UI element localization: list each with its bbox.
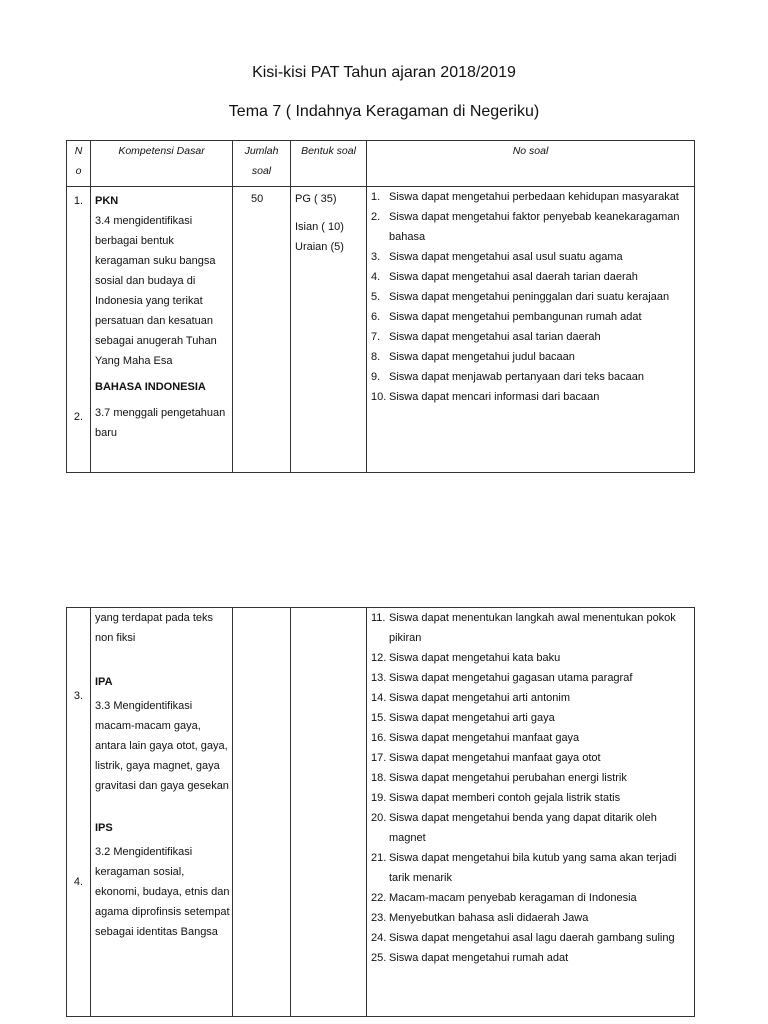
table-row (67, 608, 695, 1017)
question-number: 20. (371, 812, 387, 824)
question-number: 18. (371, 772, 387, 784)
header-no-soal: No soal (367, 141, 695, 187)
jumlah-soal-cell (233, 187, 291, 473)
header-jumlah-line2: soal (251, 165, 272, 177)
question-text: Siswa dapat mengetahui judul bacaan (389, 351, 575, 363)
list-item (371, 327, 690, 347)
question-number: 2. (371, 211, 381, 223)
question-text: Siswa dapat mengetahui bila kutub yang sama akan terjadi tarik menarik (389, 852, 677, 884)
list-item (371, 688, 690, 708)
header-no-line2: o (75, 165, 82, 177)
question-list-2 (367, 608, 694, 968)
question-text: Macam-macam penyebab keragaman di Indonesia (389, 892, 637, 904)
jumlah-soal-value: 50 (251, 193, 264, 205)
list-item (371, 808, 690, 848)
row-number-3: 3. (73, 690, 84, 702)
list-item (371, 247, 690, 267)
question-number: 9. (371, 371, 381, 383)
question-number: 24. (371, 932, 387, 944)
table-row (67, 187, 695, 473)
list-item (371, 287, 690, 307)
question-text: Siswa dapat mengetahui perbedaan kehidupan masyarakat (389, 191, 679, 203)
question-number: 8. (371, 351, 381, 363)
question-number: 6. (371, 311, 381, 323)
question-number: 13. (371, 672, 387, 684)
list-item (371, 888, 690, 908)
question-number: 10. (371, 391, 387, 403)
question-number: 19. (371, 792, 387, 804)
list-item (371, 788, 690, 808)
list-item (371, 267, 690, 287)
subject-pkn: PKN (95, 195, 119, 207)
question-text: Siswa dapat mengetahui arti antonim (389, 692, 570, 704)
question-text: Siswa dapat mengetahui gagasan utama paragraf (389, 672, 633, 684)
list-item (371, 668, 690, 688)
no-soal-cell (367, 187, 695, 473)
list-item (371, 187, 690, 207)
question-text: Siswa dapat mengetahui faktor penyebab keanekaragaman bahasa (389, 211, 680, 243)
kd-bahasa-indonesia-text: 3.7 menggali pengetahuan baru (95, 407, 226, 439)
question-number: 22. (371, 892, 387, 904)
bentuk-uraian: Uraian (5) (295, 241, 344, 253)
question-number: 4. (371, 271, 381, 283)
subject-bahasa-indonesia: BAHASA INDONESIA (95, 381, 206, 393)
question-text: Siswa dapat memberi contoh gejala listrik statis (389, 792, 621, 804)
header-no-line1: N (74, 145, 83, 157)
row-number-4: 4. (73, 876, 84, 888)
list-item (371, 307, 690, 327)
subject-ips: IPS (95, 822, 113, 834)
list-item (371, 387, 690, 407)
question-text: Siswa dapat mengetahui asal usul suatu agama (389, 251, 623, 263)
question-text: Siswa dapat mengetahui manfaat gaya (389, 732, 580, 744)
list-item (371, 928, 690, 948)
question-text: Siswa dapat mengetahui peninggalan dari suatu kerajaan (389, 291, 670, 303)
question-text: Siswa dapat mengetahui asal lagu daerah gambang suling (389, 932, 675, 944)
question-number: 5. (371, 291, 381, 303)
kisi-kisi-table-page1 (66, 140, 695, 473)
question-number: 11. (371, 612, 386, 624)
row-number-1: 1. (73, 195, 84, 207)
list-item (371, 367, 690, 387)
question-number: 16. (371, 732, 387, 744)
subject-ipa: IPA (95, 676, 113, 688)
question-text: Siswa dapat mengetahui manfaat gaya otot (389, 752, 601, 764)
row-number-2: 2. (73, 411, 84, 423)
table-header-row (67, 141, 695, 187)
header-jumlah-soal (233, 141, 291, 187)
question-number: 7. (371, 331, 381, 343)
question-number: 23. (371, 912, 387, 924)
row-number-cell (67, 608, 91, 1017)
question-number: 1. (371, 191, 381, 203)
header-bentuk-soal: Bentuk soal (291, 141, 367, 187)
kd-pkn-text: 3.4 mengidentifikasi berbagai bentuk keragaman suku bangsa sosial dan budaya di Indonesia yang terikat persatuan dan kesatuan sebagai anugerah Tuhan Yang Maha Esa (95, 215, 217, 367)
question-text: Siswa dapat mengetahui arti gaya (389, 712, 555, 724)
no-soal-cell (367, 608, 695, 1017)
question-number: 21. (371, 852, 387, 864)
kd-bahasa-indonesia-continued: yang terdapat pada teks non fiksi (95, 612, 214, 644)
kisi-kisi-table-page2 (66, 607, 695, 1017)
document-subtitle: Tema 7 ( Indahnya Keragaman di Negeriku) (228, 103, 540, 120)
document-title: Kisi-kisi PAT Tahun ajaran 2018/2019 (252, 64, 516, 81)
kd-ips-text: 3.2 Mengidentifikasi keragaman sosial, ekonomi, budaya, etnis dan agama diprofinsis setempat sebagai identitas Bangsa (95, 846, 230, 938)
question-text: Menyebutkan bahasa asli didaerah Jawa (389, 912, 589, 924)
bentuk-isian: Isian ( 10) (295, 221, 344, 233)
bentuk-soal-cell (291, 608, 367, 1017)
question-text: Siswa dapat mengetahui asal daerah tarian daerah (389, 271, 638, 283)
list-item (371, 748, 690, 768)
bentuk-pg: PG ( 35) (295, 193, 337, 205)
kompetensi-dasar-cell (91, 187, 233, 473)
list-item (371, 948, 690, 968)
question-number: 12. (371, 652, 387, 664)
jumlah-soal-cell (233, 608, 291, 1017)
question-text: Siswa dapat menjawab pertanyaan dari teks bacaan (389, 371, 644, 383)
row-number-cell (67, 187, 91, 473)
header-no (67, 141, 91, 187)
question-text: Siswa dapat mengetahui rumah adat (389, 952, 569, 964)
question-number: 25. (371, 952, 387, 964)
list-item (371, 608, 690, 648)
list-item (371, 708, 690, 728)
kd-ipa-text: 3.3 Mengidentifikasi macam-macam gaya, antara lain gaya otot, gaya, listrik, gaya magnet, gaya gravitasi dan gaya gesekan (95, 700, 229, 792)
list-item (371, 908, 690, 928)
question-text: Siswa dapat menentukan langkah awal menentukan pokok pikiran (389, 612, 676, 644)
question-number: 17. (371, 752, 387, 764)
question-text: Siswa dapat mengetahui benda yang dapat ditarik oleh magnet (389, 812, 657, 844)
question-text: Siswa dapat mengetahui kata baku (389, 652, 561, 664)
kompetensi-dasar-cell (91, 608, 233, 1017)
question-text: Siswa dapat mengetahui asal tarian daerah (389, 331, 601, 343)
list-item (371, 848, 690, 888)
question-number: 3. (371, 251, 381, 263)
question-text: Siswa dapat mengetahui perubahan energi listrik (389, 772, 627, 784)
header-kompetensi-dasar: Kompetensi Dasar (91, 141, 233, 187)
list-item (371, 207, 690, 247)
question-number: 15. (371, 712, 387, 724)
question-text: Siswa dapat mengetahui pembangunan rumah adat (389, 311, 642, 323)
question-list-1 (367, 187, 694, 407)
list-item (371, 648, 690, 668)
question-text: Siswa dapat mencari informasi dari bacaan (389, 391, 600, 403)
list-item (371, 768, 690, 788)
bentuk-soal-cell (291, 187, 367, 473)
question-number: 14. (371, 692, 387, 704)
header-jumlah-line1: Jumlah (244, 145, 279, 157)
list-item (371, 728, 690, 748)
list-item (371, 347, 690, 367)
